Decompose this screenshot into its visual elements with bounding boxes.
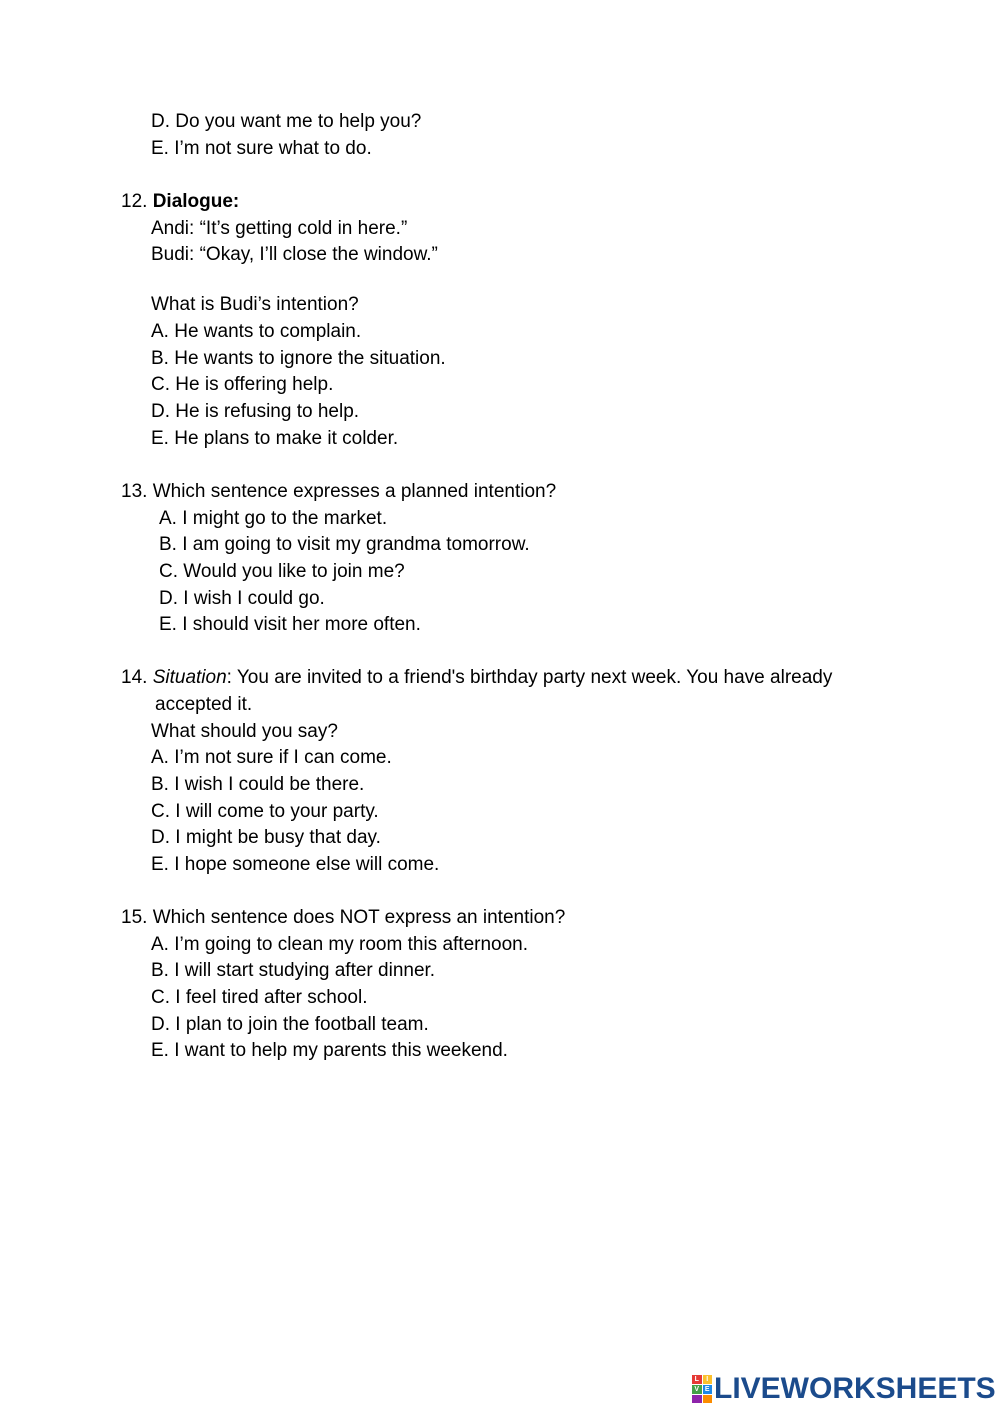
q12-option-c: C. He is offering help. [151, 374, 334, 395]
logo-text: LIVEWORKSHEETS [714, 1372, 996, 1405]
q13-question: 13. Which sentence expresses a planned intention? [121, 481, 557, 502]
q15-option-e: E. I want to help my parents this weekend. [151, 1040, 508, 1061]
q12-number: 12. [121, 191, 148, 212]
q12-option-b: B. He wants to ignore the situation. [151, 348, 446, 369]
q12-option-a: A. He wants to complain. [151, 321, 362, 342]
q12-dialogue-line1: Andi: “It’s getting cold in here.” [151, 218, 408, 239]
q14-question: What should you say? [151, 721, 338, 742]
q14-situation [121, 668, 832, 687]
logo-block: E [703, 1385, 713, 1394]
q14-option-d: D. I might be busy that day. [151, 827, 381, 848]
q15-option-a: A. I’m going to clean my room this afternoon. [151, 934, 529, 955]
q15-question: 15. Which sentence does NOT express an intention? [121, 907, 566, 928]
q12-heading [121, 192, 239, 211]
liveworksheets-logo[interactable] [692, 1374, 996, 1404]
logo-blocks-icon [692, 1375, 712, 1403]
q13-option-d: D. I wish I could go. [159, 588, 325, 609]
q15-option-c: C. I feel tired after school. [151, 987, 368, 1008]
q14-option-c: C. I will come to your party. [151, 801, 379, 822]
q12-option-d: D. He is refusing to help. [151, 401, 360, 422]
q15-option-d: D. I plan to join the football team. [151, 1014, 429, 1035]
q13-option-e: E. I should visit her more often. [159, 614, 421, 635]
logo-block [703, 1395, 713, 1403]
q14-situation-label: Situation [152, 667, 227, 688]
q12-option-e: E. He plans to make it colder. [151, 428, 399, 449]
logo-block: I [703, 1375, 713, 1384]
q14-situation-cont: accepted it. [155, 694, 253, 715]
q14-option-b: B. I wish I could be there. [151, 774, 365, 795]
q13-option-a: A. I might go to the market. [159, 508, 388, 529]
q12-question: What is Budi’s intention? [151, 294, 359, 315]
q14-situation-text: : You are invited to a friend's birthday party next week. You have already [226, 667, 833, 688]
q14-number: 14. [121, 667, 148, 688]
logo-block: L [692, 1375, 702, 1384]
q15-option-b: B. I will start studying after dinner. [151, 960, 436, 981]
q12-label: Dialogue: [152, 191, 240, 212]
q14-option-e: E. I hope someone else will come. [151, 854, 440, 875]
q11-option-d: D. Do you want me to help you? [151, 111, 422, 132]
logo-block: V [692, 1385, 702, 1394]
q11-option-e: E. I’m not sure what to do. [151, 138, 372, 159]
q13-option-c: C. Would you like to join me? [159, 561, 405, 582]
logo-block [692, 1395, 702, 1403]
q12-dialogue-line2: Budi: “Okay, I’ll close the window.” [151, 244, 438, 265]
q14-option-a: A. I’m not sure if I can come. [151, 747, 392, 768]
q13-option-b: B. I am going to visit my grandma tomorrow. [159, 534, 530, 555]
